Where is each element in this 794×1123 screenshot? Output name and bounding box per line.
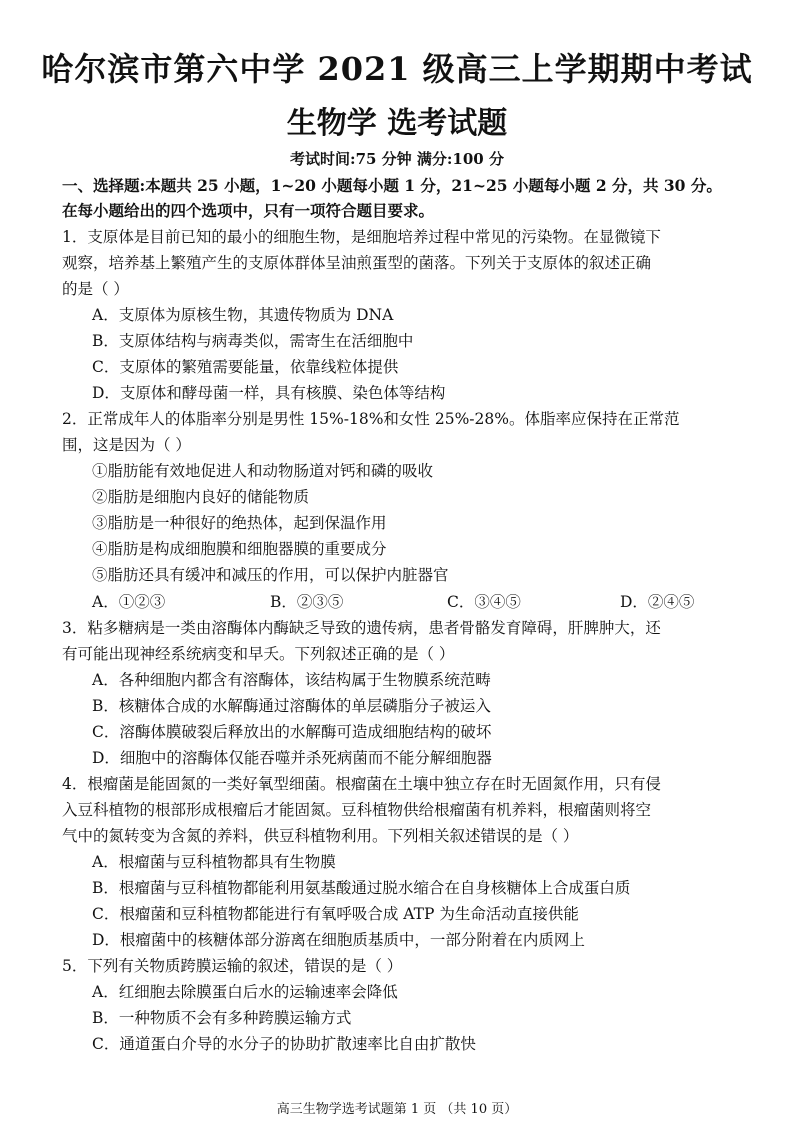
question-2-statement: ③脂肪是一种很好的绝热体，起到保温作用 [92, 514, 387, 532]
question-4-option-d: D．根瘤菌中的核糖体部分游离在细胞质基质中，一部分附着在内质网上 [92, 931, 585, 949]
question-3-option-a: A．各种细胞内都含有溶酶体，该结构属于生物膜系统范畴 [92, 671, 491, 689]
question-3-option-d: D．细胞中的溶酶体仅能吞噬并杀死病菌而不能分解细胞器 [92, 749, 492, 767]
question-1-option-a: A．支原体为原核生物，其遗传物质为 DNA [92, 306, 394, 324]
question-2-stem: 围，这是因为（ ） [62, 436, 191, 454]
question-2-stem: 2．正常成年人的体脂率分别是男性 15%-18%和女性 25%-28%。体脂率应保持在正常范 [62, 410, 680, 428]
question-2-statement: ②脂肪是细胞内良好的储能物质 [92, 488, 310, 506]
question-1-option-c: C．支原体的繁殖需要能量，依靠线粒体提供 [92, 358, 399, 376]
question-4-option-b: B．根瘤菌与豆科植物都能利用氨基酸通过脱水缩合在自身核糖体上合成蛋白质 [92, 879, 631, 897]
question-4-option-c: C．根瘤菌和豆科植物都能进行有氧呼吸合成 ATP 为生命活动直接供能 [92, 905, 579, 923]
question-4-stem: 入豆科植物的根部形成根瘤后才能固氮。豆科植物供给根瘤菌有机养料，根瘤菌则将空 [62, 801, 652, 819]
question-1-option-d: D．支原体和酵母菌一样，具有核膜、染色体等结构 [92, 384, 446, 402]
exam-subtitle: 生物学 选考试题 [286, 106, 508, 141]
question-3-stem: 3．粘多糖病是一类由溶酶体内酶缺乏导致的遗传病，患者骨骼发育障碍，肝脾肿大，还 [62, 619, 661, 637]
question-2-statement: ⑤脂肪还具有缓冲和减压的作用，可以保护内脏器官 [92, 566, 449, 584]
question-3-option-c: C．溶酶体膜破裂后释放出的水解酶可造成细胞结构的破坏 [92, 723, 492, 741]
question-4-stem: 气中的氮转变为含氮的养料，供豆科植物利用。下列相关叙述错误的是（ ） [62, 827, 579, 845]
question-1-stem: 的是（ ） [62, 280, 129, 298]
question-4-option-a: A．根瘤菌与豆科植物都具有生物膜 [92, 853, 336, 871]
question-2-statement: ①脂肪能有效地促进人和动物肠道对钙和磷的吸收 [92, 462, 434, 480]
section-heading: 在每小题给出的四个选项中，只有一项符合题目要求。 [62, 201, 435, 220]
question-5-option-b: B．一种物质不会有多种跨膜运输方式 [92, 1009, 352, 1027]
question-1-stem: 观察，培养基上繁殖产生的支原体群体呈油煎蛋型的菌落。下列关于支原体的叙述正确 [62, 254, 652, 272]
section-heading: 一、选择题:本题共 25 小题，1~20 小题每小题 1 分，21~25 小题每小题 2 分，共 30 分。 [62, 176, 722, 195]
page-footer: 高三生物学选考试题第 1 页 （共 10 页） [276, 1102, 518, 1117]
question-2-option-d: D．②④⑤ [620, 593, 695, 611]
exam-title: 哈尔滨市第六中学 2021 级高三上学期期中考试 [41, 50, 753, 88]
question-2-option-c: C．③④⑤ [447, 593, 521, 611]
exam-info: 考试时间:75 分钟 满分:100 分 [290, 150, 504, 168]
question-2-statement: ④脂肪是构成细胞膜和细胞器膜的重要成分 [92, 540, 387, 558]
question-5-option-a: A．红细胞去除膜蛋白后水的运输速率会降低 [92, 983, 398, 1001]
question-1-option-b: B．支原体结构与病毒类似，需寄生在活细胞中 [92, 332, 414, 350]
question-3-option-b: B．核糖体合成的水解酶通过溶酶体的单层磷脂分子被运入 [92, 697, 491, 715]
question-1-stem: 1．支原体是目前已知的最小的细胞生物，是细胞培养过程中常见的污染物。在显微镜下 [62, 228, 661, 246]
question-5-option-c: C．通道蛋白介导的水分子的协助扩散速率比自由扩散快 [92, 1035, 476, 1053]
question-2-option-b: B．②③⑤ [270, 593, 344, 611]
question-4-stem: 4．根瘤菌是能固氮的一类好氧型细菌。根瘤菌在土壤中独立存在时无固氮作用，只有侵 [62, 775, 661, 793]
question-5-stem: 5．下列有关物质跨膜运输的叙述，错误的是（ ） [62, 957, 403, 975]
question-2-option-a: A．①②③ [92, 593, 166, 611]
question-3-stem: 有可能出现神经系统病变和早夭。下列叙述正确的是（ ） [62, 645, 455, 663]
